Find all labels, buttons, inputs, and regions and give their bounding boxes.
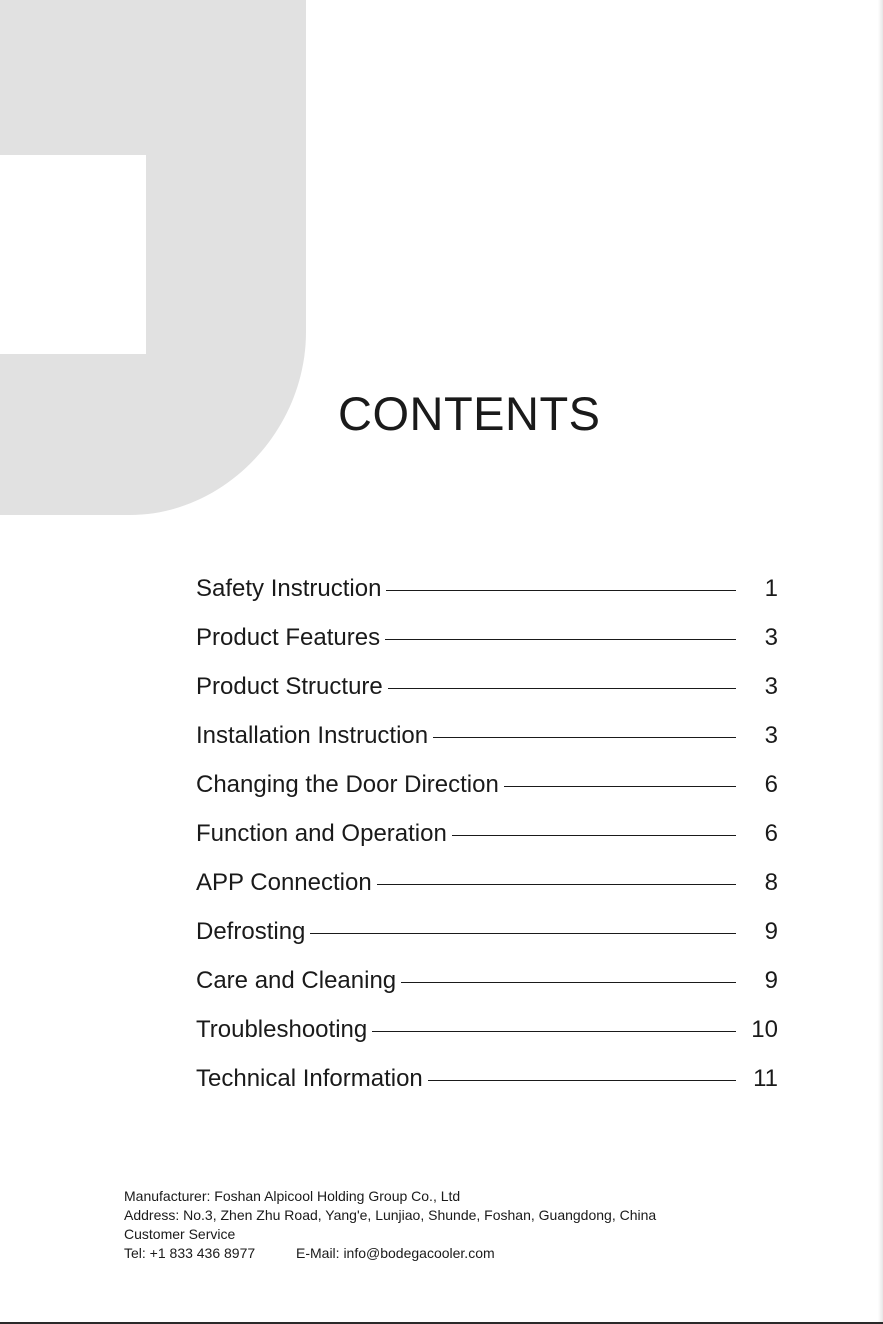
contents-title: CONTENTS: [338, 387, 601, 440]
email-text: E-Mail: info@bodegacooler.com: [296, 1245, 495, 1261]
toc-leader-line: [310, 933, 736, 934]
toc-leader-line: [452, 835, 736, 836]
toc-page-number: 8: [764, 868, 778, 896]
customer-service-text: Customer Service: [124, 1226, 236, 1242]
toc-entry-label: Product Features: [196, 623, 381, 651]
decorative-corner-shape: [0, 0, 310, 520]
page-edge-shadow: [878, 0, 883, 1324]
toc-entry-label: Product Structure: [196, 672, 383, 700]
toc-entry-label: Changing the Door Direction: [196, 770, 499, 798]
toc-entry-product-features[interactable]: [196, 613, 781, 662]
toc-page-number: 3: [764, 672, 778, 700]
toc-entry-product-structure[interactable]: [196, 662, 781, 711]
toc-entry-label: Defrosting: [196, 917, 306, 945]
toc-entry-function-and-operation[interactable]: [196, 809, 781, 858]
toc-leader-line: [372, 1031, 736, 1032]
toc-leader-line: [401, 982, 736, 983]
toc-leader-line: [504, 786, 736, 787]
toc-entry-label: Troubleshooting: [196, 1015, 368, 1043]
manufacturer-text: Manufacturer: Foshan Alpicool Holding Group Co., Ltd: [124, 1188, 461, 1204]
toc-page-number: 6: [764, 819, 778, 847]
toc-entry-technical-information[interactable]: [196, 1054, 781, 1103]
toc-entry-app-connection[interactable]: [196, 858, 781, 907]
toc-entry-label: Safety Instruction: [196, 574, 382, 602]
contact-line: [124, 1244, 656, 1263]
toc-page-number: 10: [751, 1015, 778, 1043]
toc-entry-installation-instruction[interactable]: [196, 711, 781, 760]
toc-page-number: 6: [764, 770, 778, 798]
toc-entry-defrosting[interactable]: [196, 907, 781, 956]
toc-entry-label: APP Connection: [196, 868, 372, 896]
toc-page-number: 11: [753, 1064, 778, 1092]
toc-leader-line: [433, 737, 736, 738]
address-text: Address: No.3, Zhen Zhu Road, Yang'e, Lunjiao, Shunde, Foshan, Guangdong, China: [124, 1207, 657, 1223]
toc-leader-line: [377, 884, 736, 885]
toc-page-number: 9: [764, 917, 778, 945]
telephone-text: Tel: +1 833 436 8977: [124, 1245, 256, 1261]
toc-entry-changing-door-direction[interactable]: [196, 760, 781, 809]
toc-leader-line: [428, 1080, 736, 1081]
toc-entry-label: Installation Instruction: [196, 721, 429, 749]
toc-leader-line: [386, 590, 736, 591]
toc-leader-line: [385, 639, 736, 640]
toc-entry-troubleshooting[interactable]: [196, 1005, 781, 1054]
toc-leader-line: [388, 688, 736, 689]
manufacturer-footer: [124, 1187, 656, 1263]
table-of-contents: [196, 564, 781, 1103]
toc-entry-label: Care and Cleaning: [196, 966, 397, 994]
toc-page-number: 1: [764, 574, 778, 602]
toc-page-number: 9: [764, 966, 778, 994]
toc-entry-care-and-cleaning[interactable]: [196, 956, 781, 1005]
toc-entry-safety-instruction[interactable]: [196, 564, 781, 613]
toc-page-number: 3: [764, 623, 778, 651]
toc-entry-label: Function and Operation: [196, 819, 447, 847]
toc-page-number: 3: [764, 721, 778, 749]
toc-entry-label: Technical Information: [196, 1064, 423, 1092]
